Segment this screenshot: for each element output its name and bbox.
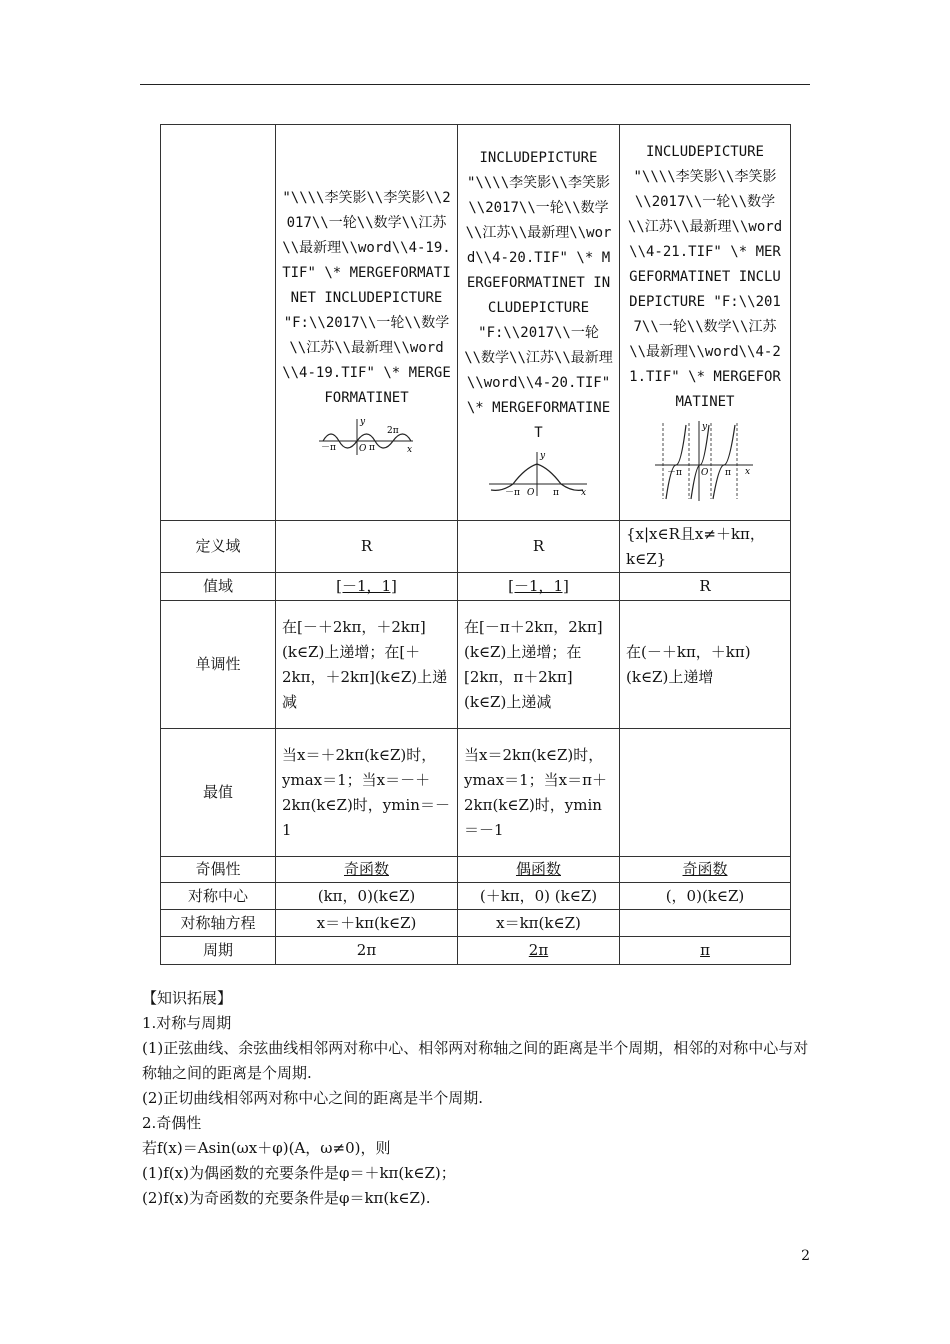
table-row bbox=[161, 883, 791, 910]
sin-two-pi-label: 2π bbox=[386, 426, 399, 436]
row-label-period: 周期 bbox=[161, 937, 276, 965]
sin-x-axis-label: x bbox=[406, 445, 412, 455]
row-label-symmetry-axis: 对称轴方程 bbox=[161, 910, 276, 937]
graph-row-label bbox=[161, 125, 276, 521]
tan-extrema bbox=[620, 729, 791, 857]
trig-properties-table bbox=[160, 124, 791, 965]
cos-extrema: 当x＝2kπ(k∈Z)时，ymax＝1；当x＝π＋2kπ(k∈Z)时，ymin＝－1 bbox=[458, 729, 620, 857]
row-label-range: 值域 bbox=[161, 573, 276, 601]
sin-graph-cell bbox=[276, 125, 458, 521]
tan-neg-pi-label: －π bbox=[667, 468, 682, 478]
cos-symmetry-center: (＋kπ，0) (k∈Z) bbox=[458, 883, 620, 910]
tan-period: π bbox=[620, 937, 791, 965]
sin-symmetry-axis: x＝＋kπ(k∈Z) bbox=[276, 910, 458, 937]
row-label-symmetry-center: 对称中心 bbox=[161, 883, 276, 910]
cos-y-axis-label: y bbox=[539, 450, 545, 461]
sin-symmetry-center: (kπ，0)(k∈Z) bbox=[276, 883, 458, 910]
sin-extrema: 当x＝＋2kπ(k∈Z)时，ymax＝1；当x＝－＋2kπ(k∈Z)时，ymin＝－1 bbox=[276, 729, 458, 857]
table-row bbox=[161, 573, 791, 601]
table-row bbox=[161, 601, 791, 729]
row-label-monotonicity: 单调性 bbox=[161, 601, 276, 729]
cos-range: [－1，1] bbox=[458, 573, 620, 601]
tan-symmetry-axis bbox=[620, 910, 791, 937]
graph-row bbox=[161, 125, 791, 521]
row-label-extrema: 最值 bbox=[161, 729, 276, 857]
tan-image-field-code: INCLUDEPICTURE "\\\\李笑影\\李笑影\\2017\\一轮\\数学\\江苏\\最新理\\word\\4-21.TIF" \* MERGEFORMATINET INCLUDEPICTURE "F:\\2017\\一轮\\数学\\江苏\\最新理\\word\\4-21.TIF" \* MERGEFORMATINET bbox=[627, 144, 783, 410]
table-row bbox=[161, 521, 791, 573]
tan-monotonicity: 在(－＋kπ，＋kπ)(k∈Z)上递增 bbox=[620, 601, 791, 729]
tan-range: R bbox=[620, 573, 791, 601]
cos-monotonicity: 在[－π＋2kπ，2kπ](k∈Z)上递增；在[2kπ，π＋2kπ](k∈Z)上递减 bbox=[458, 601, 620, 729]
section-1-title: 1.对称与周期 bbox=[142, 1014, 232, 1032]
sin-neg-pi-label: －π bbox=[320, 443, 336, 453]
sin-domain: R bbox=[276, 521, 458, 573]
sin-image-field-code: "\\\\李笑影\\李笑影\\2017\\一轮\\数学\\江苏\\最新理\\word\\4-19.TIF" \* MERGEFORMATINET INCLUDEPICTURE "F:\\2017\\一轮\\数学\\江苏\\最新理\\word\\4-19.TIF" \* MERGEFORMATINET bbox=[282, 190, 451, 406]
cos-image-field-code: INCLUDEPICTURE "\\\\李笑影\\李笑影\\2017\\一轮\\数学\\江苏\\最新理\\word\\4-20.TIF" \* MERGEFORMATINET INCLUDEPICTURE "F:\\2017\\一轮\\数学\\江苏\\最新理\\word\\4-20.TIF" \* MERGEFORMATINET bbox=[464, 149, 613, 441]
cos-domain: R bbox=[458, 521, 620, 573]
cos-origin-label: O bbox=[526, 487, 534, 498]
table-row bbox=[161, 729, 791, 857]
notes-heading: 【知识拓展】 bbox=[142, 989, 233, 1007]
cos-x-axis-label: x bbox=[580, 487, 586, 498]
tan-graph-cell bbox=[620, 125, 791, 521]
row-label-domain: 定义域 bbox=[161, 521, 276, 573]
sin-graph bbox=[317, 415, 417, 457]
cos-neg-pi-label: －π bbox=[504, 487, 520, 498]
sin-pi-label: π bbox=[368, 443, 375, 453]
cos-parity: 偶函数 bbox=[458, 857, 620, 883]
sin-origin-label: O bbox=[358, 444, 366, 454]
tan-symmetry-center: (，0)(k∈Z) bbox=[620, 883, 791, 910]
cos-symmetry-axis: x＝kπ(k∈Z) bbox=[458, 910, 620, 937]
section-2-item-1: (1)f(x)为偶函数的充要条件是φ＝＋kπ(k∈Z)； bbox=[142, 1164, 456, 1182]
cos-pi-label: π bbox=[552, 487, 559, 498]
cos-graph bbox=[487, 450, 591, 498]
row-label-parity: 奇偶性 bbox=[161, 857, 276, 883]
section-2-title: 2.奇偶性 bbox=[142, 1114, 202, 1132]
sin-y-axis-label: y bbox=[359, 417, 365, 427]
section-2-intro: 若f(x)＝Asin(ωx＋φ)(A，ω≠0)，则 bbox=[142, 1139, 391, 1157]
knowledge-extension bbox=[142, 986, 818, 1211]
section-2-item-2: (2)f(x)为奇函数的充要条件是φ＝kπ(k∈Z). bbox=[142, 1189, 431, 1207]
page-number: 2 bbox=[801, 1248, 810, 1264]
section-1-paragraph-2: (2)正切曲线相邻两对称中心之间的距离是半个周期. bbox=[142, 1089, 484, 1107]
tan-origin-label: O bbox=[701, 468, 709, 478]
tan-parity: 奇函数 bbox=[620, 857, 791, 883]
sin-period: 2π bbox=[276, 937, 458, 965]
tan-graph bbox=[653, 419, 757, 503]
table-row bbox=[161, 910, 791, 937]
tan-pi-label: π bbox=[725, 468, 731, 478]
cos-graph-cell bbox=[458, 125, 620, 521]
table-row bbox=[161, 937, 791, 965]
tan-domain: {x|x∈R且x≠＋kπ，k∈Z} bbox=[620, 521, 791, 573]
tan-y-axis-label: y bbox=[702, 422, 708, 432]
header-rule bbox=[140, 84, 810, 85]
table-row bbox=[161, 857, 791, 883]
cos-period: 2π bbox=[458, 937, 620, 965]
sin-range: [－1，1] bbox=[276, 573, 458, 601]
sin-monotonicity: 在[－＋2kπ，＋2kπ](k∈Z)上递增；在[＋2kπ，＋2kπ](k∈Z)上递减 bbox=[276, 601, 458, 729]
section-1-paragraph-1: (1)正弦曲线、余弦曲线相邻两对称中心、相邻两对称轴之间的距离是半个周期，相邻的对称中心与对称轴之间的距离是个周期. bbox=[142, 1039, 809, 1082]
tan-x-axis-label: x bbox=[745, 467, 751, 477]
sin-parity: 奇函数 bbox=[276, 857, 458, 883]
